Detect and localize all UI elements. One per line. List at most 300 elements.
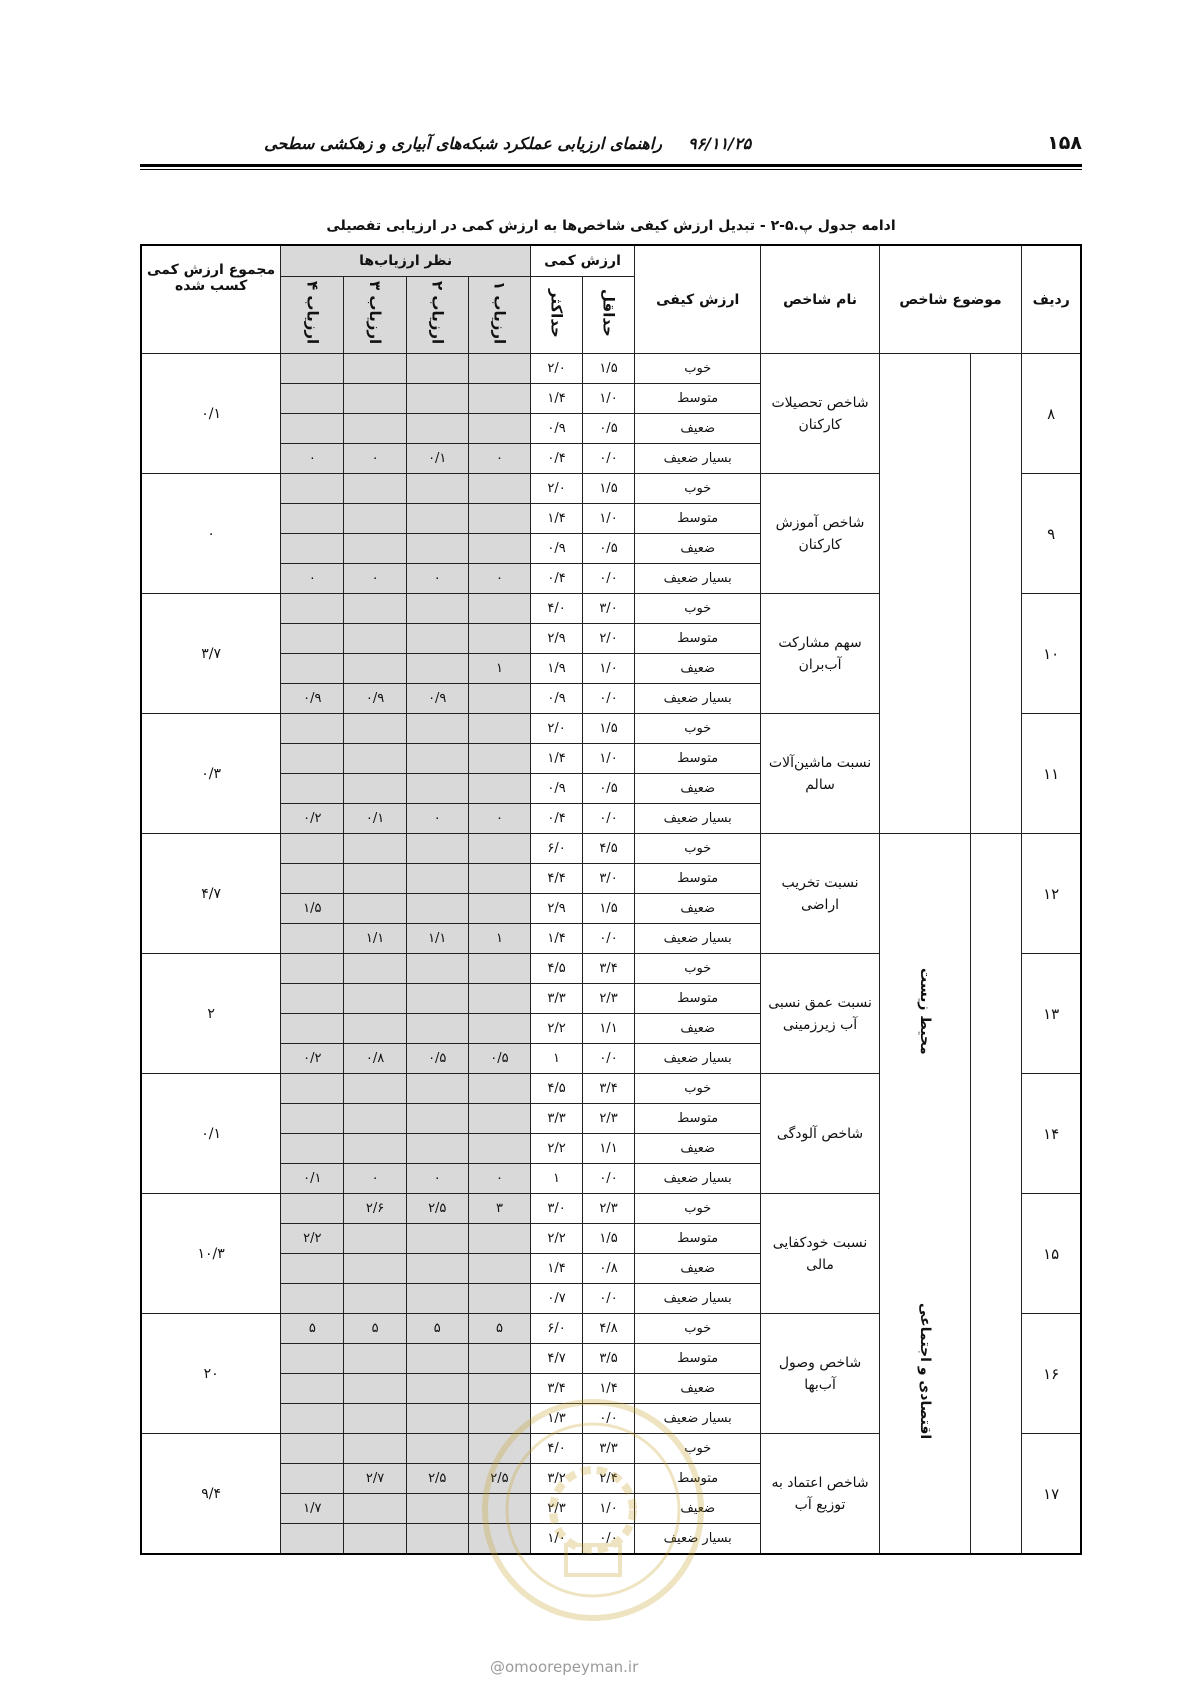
evaluator-3-cell: ۰/۸ <box>344 1044 406 1074</box>
evaluator-1-cell <box>468 1254 530 1284</box>
table-body <box>141 354 1081 1555</box>
evaluator-1-cell <box>468 864 530 894</box>
max-value-cell: ۳/۰ <box>531 1194 583 1224</box>
evaluator-2-cell <box>406 1014 468 1044</box>
quality-label-cell: متوسط <box>635 864 761 894</box>
quality-label-cell: ضعیف <box>635 894 761 924</box>
evaluator-1-cell <box>468 1134 530 1164</box>
quality-label-cell: بسیار ضعیف <box>635 444 761 474</box>
evaluator-4-cell <box>281 414 344 444</box>
min-value-cell: ۳/۰ <box>583 864 635 894</box>
evaluator-1-cell <box>468 1014 530 1044</box>
max-value-cell: ۴/۵ <box>531 954 583 984</box>
running-title: راهنمای ارزیابی عملکرد شبکه‌های آبیاری و زهکشی سطحی <box>264 134 662 153</box>
evaluator-2-cell: ۱/۱ <box>406 924 468 954</box>
quality-label-cell: خوب <box>635 354 761 384</box>
evaluator-1-cell: ۰/۵ <box>468 1044 530 1074</box>
total-value-cell: ۰ <box>141 474 281 594</box>
min-value-cell: ۰/۵ <box>583 414 635 444</box>
evaluator-3-cell: ۵ <box>344 1314 406 1344</box>
evaluator-3-cell <box>344 1284 406 1314</box>
max-value-cell: ۴/۷ <box>531 1344 583 1374</box>
min-value-cell: ۳/۳ <box>583 1434 635 1464</box>
evaluator-1-cell <box>468 594 530 624</box>
row-id-cell: ۱۳ <box>1022 954 1081 1074</box>
evaluator-1-cell: ۵ <box>468 1314 530 1344</box>
evaluator-3-cell <box>344 954 406 984</box>
min-value-cell: ۰/۰ <box>583 924 635 954</box>
min-value-cell: ۲/۳ <box>583 1194 635 1224</box>
max-value-cell: ۳/۳ <box>531 984 583 1014</box>
min-value-cell: ۱/۰ <box>583 654 635 684</box>
min-value-cell: ۱/۵ <box>583 354 635 384</box>
evaluator-3-cell: ۰ <box>344 564 406 594</box>
quality-label-cell: ضعیف <box>635 414 761 444</box>
total-value-cell: ۹/۴ <box>141 1434 281 1555</box>
quality-label-cell: بسیار ضعیف <box>635 1284 761 1314</box>
evaluator-4-cell <box>281 354 344 384</box>
max-value-cell: ۰/۹ <box>531 684 583 714</box>
max-value-cell: ۲/۰ <box>531 354 583 384</box>
evaluator-1-cell: ۰ <box>468 1164 530 1194</box>
evaluator-2-cell <box>406 534 468 564</box>
evaluator-4-cell: ۰/۹ <box>281 684 344 714</box>
evaluator-3-cell <box>344 354 406 384</box>
evaluator-4-cell: ۱/۷ <box>281 1494 344 1524</box>
evaluator-4-cell <box>281 534 344 564</box>
evaluator-1-cell <box>468 384 530 414</box>
min-value-cell: ۱/۱ <box>583 1134 635 1164</box>
evaluator-1-cell <box>468 1104 530 1134</box>
total-value-cell: ۴/۷ <box>141 834 281 954</box>
evaluator-4-cell <box>281 1134 344 1164</box>
quality-label-cell: خوب <box>635 1074 761 1104</box>
conversion-table <box>140 244 1082 1555</box>
min-value-cell: ۰/۰ <box>583 1044 635 1074</box>
indicator-name-cell: شاخص آموزش کارکنان <box>761 474 879 594</box>
max-value-cell: ۰/۹ <box>531 774 583 804</box>
total-value-cell: ۰/۳ <box>141 714 281 834</box>
min-value-cell: ۰/۵ <box>583 774 635 804</box>
min-value-cell: ۰/۸ <box>583 1254 635 1284</box>
evaluator-3-cell: ۰ <box>344 444 406 474</box>
evaluator-3-cell: ۲/۷ <box>344 1464 406 1494</box>
min-value-cell: ۳/۴ <box>583 1074 635 1104</box>
evaluator-3-cell <box>344 1374 406 1404</box>
evaluator-1-cell <box>468 834 530 864</box>
evaluator-3-cell: ۰ <box>344 1164 406 1194</box>
max-value-cell: ۱ <box>531 1044 583 1074</box>
header-evaluators: نظر ارزیاب‌ها <box>281 245 531 277</box>
max-value-cell: ۱/۴ <box>531 504 583 534</box>
max-value-cell: ۰/۴ <box>531 444 583 474</box>
evaluator-4-cell <box>281 654 344 684</box>
header-min: حداقل <box>599 289 618 337</box>
evaluator-2-cell <box>406 594 468 624</box>
header-indicator-name: نام شاخص <box>761 245 879 354</box>
watermark-text: @omoorepeyman.ir <box>490 1658 639 1676</box>
row-id-cell: ۱۵ <box>1022 1194 1081 1314</box>
quality-label-cell: متوسط <box>635 1104 761 1134</box>
evaluator-1-cell <box>468 1074 530 1104</box>
max-value-cell: ۰/۹ <box>531 414 583 444</box>
header-ev1-cell <box>468 277 530 354</box>
evaluator-3-cell <box>344 624 406 654</box>
evaluator-2-cell <box>406 474 468 504</box>
quality-label-cell: ضعیف <box>635 1254 761 1284</box>
max-value-cell: ۶/۰ <box>531 1314 583 1344</box>
evaluator-4-cell <box>281 954 344 984</box>
evaluator-3-cell <box>344 504 406 534</box>
row-id-cell: ۹ <box>1022 474 1081 594</box>
evaluator-2-cell: ۰/۵ <box>406 1044 468 1074</box>
max-value-cell: ۱/۴ <box>531 384 583 414</box>
quality-label-cell: بسیار ضعیف <box>635 564 761 594</box>
header-rule-thin <box>140 169 1082 170</box>
evaluator-2-cell: ۵ <box>406 1314 468 1344</box>
row-id-cell: ۸ <box>1022 354 1081 474</box>
quality-label-cell: ضعیف <box>635 1014 761 1044</box>
header-min-cell <box>583 277 635 354</box>
header-total: مجموع ارزش کمی کسب شده <box>141 245 281 354</box>
evaluator-1-cell <box>468 1284 530 1314</box>
evaluator-4-cell <box>281 744 344 774</box>
indicator-name-cell: شاخص وصول آب‌بها <box>761 1314 879 1434</box>
quality-label-cell: ضعیف <box>635 1374 761 1404</box>
evaluator-2-cell <box>406 1374 468 1404</box>
min-value-cell: ۲/۳ <box>583 1104 635 1134</box>
max-value-cell: ۱ <box>531 1164 583 1194</box>
evaluator-2-cell <box>406 714 468 744</box>
evaluator-3-cell <box>344 1134 406 1164</box>
row-id-cell: ۱۲ <box>1022 834 1081 954</box>
evaluator-3-cell <box>344 1434 406 1464</box>
evaluator-2-cell <box>406 654 468 684</box>
table-row <box>141 354 1081 384</box>
min-value-cell: ۰/۰ <box>583 1524 635 1555</box>
header-max: حداکثر <box>547 288 566 338</box>
quality-label-cell: خوب <box>635 1314 761 1344</box>
min-value-cell: ۰/۵ <box>583 534 635 564</box>
quality-label-cell: ضعیف <box>635 654 761 684</box>
evaluator-1-cell: ۲/۵ <box>468 1464 530 1494</box>
evaluator-1-cell <box>468 714 530 744</box>
evaluator-1-cell: ۳ <box>468 1194 530 1224</box>
quality-label-cell: خوب <box>635 474 761 504</box>
evaluator-3-cell <box>344 1014 406 1044</box>
total-value-cell: ۲۰ <box>141 1314 281 1434</box>
row-id-cell: ۱۷ <box>1022 1434 1081 1555</box>
evaluator-4-cell <box>281 774 344 804</box>
max-value-cell: ۱/۴ <box>531 744 583 774</box>
evaluator-3-cell <box>344 714 406 744</box>
evaluator-1-cell: ۰ <box>468 564 530 594</box>
evaluator-3-cell <box>344 864 406 894</box>
evaluator-4-cell: ۰/۲ <box>281 1044 344 1074</box>
max-value-cell: ۴/۰ <box>531 594 583 624</box>
evaluator-3-cell <box>344 894 406 924</box>
total-value-cell: ۰/۱ <box>141 354 281 474</box>
evaluator-4-cell <box>281 834 344 864</box>
evaluator-4-cell <box>281 714 344 744</box>
quality-label-cell: متوسط <box>635 1464 761 1494</box>
evaluator-2-cell: ۲/۵ <box>406 1194 468 1224</box>
quality-label-cell: خوب <box>635 594 761 624</box>
evaluator-2-cell: ۰/۱ <box>406 444 468 474</box>
evaluator-4-cell <box>281 1074 344 1104</box>
evaluator-3-cell <box>344 744 406 774</box>
max-value-cell: ۱/۹ <box>531 654 583 684</box>
evaluator-3-cell <box>344 534 406 564</box>
evaluator-1-cell <box>468 954 530 984</box>
subject-cell-upper-b <box>879 354 971 834</box>
max-value-cell: ۰/۴ <box>531 564 583 594</box>
quality-label-cell: ضعیف <box>635 534 761 564</box>
min-value-cell: ۱/۵ <box>583 714 635 744</box>
evaluator-4-cell: ۵ <box>281 1314 344 1344</box>
quality-label-cell: بسیار ضعیف <box>635 924 761 954</box>
evaluator-1-cell <box>468 774 530 804</box>
page-header <box>140 128 1082 172</box>
evaluator-2-cell <box>406 1344 468 1374</box>
min-value-cell: ۱/۰ <box>583 1494 635 1524</box>
evaluator-2-cell: ۰ <box>406 804 468 834</box>
evaluator-1-cell: ۰ <box>468 444 530 474</box>
evaluator-4-cell <box>281 1014 344 1044</box>
max-value-cell: ۳/۴ <box>531 1374 583 1404</box>
evaluator-4-cell <box>281 1344 344 1374</box>
evaluator-1-cell <box>468 984 530 1014</box>
evaluator-2-cell <box>406 894 468 924</box>
evaluator-3-cell <box>344 594 406 624</box>
evaluator-1-cell: ۰ <box>468 804 530 834</box>
header-ev4-cell <box>281 277 344 354</box>
min-value-cell: ۱/۰ <box>583 384 635 414</box>
evaluator-4-cell <box>281 984 344 1014</box>
min-value-cell: ۱/۰ <box>583 744 635 774</box>
row-id-cell: ۱۱ <box>1022 714 1081 834</box>
max-value-cell: ۴/۴ <box>531 864 583 894</box>
evaluator-2-cell <box>406 1524 468 1555</box>
max-value-cell: ۳/۲ <box>531 1464 583 1494</box>
indicator-name-cell: نسبت خودکفایی مالی <box>761 1194 879 1314</box>
min-value-cell: ۴/۸ <box>583 1314 635 1344</box>
header-ev2-cell <box>406 277 468 354</box>
evaluator-4-cell <box>281 1104 344 1134</box>
evaluator-1-cell <box>468 414 530 444</box>
evaluator-4-cell <box>281 1524 344 1555</box>
row-id-cell: ۱۴ <box>1022 1074 1081 1194</box>
min-value-cell: ۱/۰ <box>583 504 635 534</box>
evaluator-4-cell <box>281 1464 344 1494</box>
min-value-cell: ۱/۴ <box>583 1374 635 1404</box>
evaluator-1-cell <box>468 354 530 384</box>
quality-label-cell: بسیار ضعیف <box>635 804 761 834</box>
evaluator-2-cell <box>406 774 468 804</box>
evaluator-3-cell <box>344 1524 406 1555</box>
evaluator-1-cell <box>468 504 530 534</box>
header-evaluator-1: ارزیاب ۱ <box>490 281 509 345</box>
quality-label-cell: خوب <box>635 1194 761 1224</box>
evaluator-4-cell <box>281 1434 344 1464</box>
evaluator-2-cell <box>406 1434 468 1464</box>
evaluator-1-cell <box>468 1344 530 1374</box>
evaluator-2-cell <box>406 414 468 444</box>
evaluator-4-cell <box>281 864 344 894</box>
header-evaluator-2: ارزیاب ۲ <box>428 281 447 345</box>
max-value-cell: ۲/۹ <box>531 624 583 654</box>
evaluator-4-cell <box>281 1194 344 1224</box>
max-value-cell: ۰/۷ <box>531 1284 583 1314</box>
evaluator-3-cell <box>344 774 406 804</box>
evaluator-3-cell <box>344 834 406 864</box>
evaluator-3-cell <box>344 1344 406 1374</box>
min-value-cell: ۰/۰ <box>583 684 635 714</box>
evaluator-4-cell: ۰ <box>281 564 344 594</box>
evaluator-3-cell <box>344 474 406 504</box>
evaluator-4-cell <box>281 594 344 624</box>
max-value-cell: ۲/۰ <box>531 714 583 744</box>
subject-cell-lower-a <box>971 834 1022 1555</box>
indicator-name-cell: شاخص تحصیلات کارکنان <box>761 354 879 474</box>
row-id-cell: ۱۶ <box>1022 1314 1081 1434</box>
evaluator-3-cell: ۰/۱ <box>344 804 406 834</box>
max-value-cell: ۲/۲ <box>531 1014 583 1044</box>
quality-label-cell: متوسط <box>635 504 761 534</box>
evaluator-2-cell <box>406 1284 468 1314</box>
evaluator-3-cell <box>344 1224 406 1254</box>
evaluator-3-cell: ۰/۹ <box>344 684 406 714</box>
min-value-cell: ۱/۱ <box>583 1014 635 1044</box>
subject-cell-upper-a <box>971 354 1022 834</box>
header-row-id: ردیف <box>1022 245 1081 354</box>
min-value-cell: ۳/۵ <box>583 1344 635 1374</box>
evaluator-3-cell <box>344 1104 406 1134</box>
subject-cell-environment <box>879 834 971 1194</box>
evaluator-1-cell <box>468 744 530 774</box>
evaluator-4-cell <box>281 1254 344 1284</box>
min-value-cell: ۰/۰ <box>583 804 635 834</box>
evaluator-2-cell <box>406 1134 468 1164</box>
max-value-cell: ۲/۲ <box>531 1224 583 1254</box>
max-value-cell: ۴/۰ <box>531 1434 583 1464</box>
quality-label-cell: ضعیف <box>635 1494 761 1524</box>
evaluator-4-cell: ۰/۲ <box>281 804 344 834</box>
quality-label-cell: متوسط <box>635 1344 761 1374</box>
evaluator-4-cell <box>281 1284 344 1314</box>
row-id-cell: ۱۰ <box>1022 594 1081 714</box>
evaluator-4-cell <box>281 624 344 654</box>
evaluator-4-cell <box>281 504 344 534</box>
max-value-cell: ۲/۹ <box>531 894 583 924</box>
quality-label-cell: بسیار ضعیف <box>635 1524 761 1555</box>
quality-label-cell: متوسط <box>635 744 761 774</box>
min-value-cell: ۲/۴ <box>583 1464 635 1494</box>
evaluator-2-cell <box>406 954 468 984</box>
quality-label-cell: خوب <box>635 1434 761 1464</box>
evaluator-2-cell: ۰/۹ <box>406 684 468 714</box>
evaluator-2-cell <box>406 1224 468 1254</box>
max-value-cell: ۳/۳ <box>531 1104 583 1134</box>
evaluator-2-cell <box>406 624 468 654</box>
evaluator-2-cell <box>406 384 468 414</box>
min-value-cell: ۱/۵ <box>583 1224 635 1254</box>
evaluator-1-cell <box>468 894 530 924</box>
header-ev3-cell <box>344 277 406 354</box>
max-value-cell: ۶/۰ <box>531 834 583 864</box>
quality-label-cell: خوب <box>635 714 761 744</box>
table-row <box>141 834 1081 864</box>
quality-label-cell: بسیار ضعیف <box>635 1404 761 1434</box>
evaluator-2-cell <box>406 864 468 894</box>
indicator-name-cell: نسبت تخریب اراضی <box>761 834 879 954</box>
evaluator-1-cell <box>468 624 530 654</box>
header-subject: موضوع شاخص <box>879 245 1022 354</box>
evaluator-2-cell <box>406 834 468 864</box>
min-value-cell: ۲/۳ <box>583 984 635 1014</box>
quality-label-cell: متوسط <box>635 384 761 414</box>
max-value-cell: ۱/۴ <box>531 924 583 954</box>
evaluator-3-cell: ۱/۱ <box>344 924 406 954</box>
min-value-cell: ۱/۵ <box>583 474 635 504</box>
min-value-cell: ۰/۰ <box>583 1164 635 1194</box>
indicator-name-cell: سهم مشارکت آب‌بران <box>761 594 879 714</box>
quality-label-cell: خوب <box>635 954 761 984</box>
evaluator-3-cell <box>344 414 406 444</box>
evaluator-4-cell: ۰ <box>281 444 344 474</box>
indicator-name-cell: شاخص آلودگی <box>761 1074 879 1194</box>
table-caption: ادامه جدول پ.۵-۲ - تبدیل ارزش کیفی شاخص‌ها به ارزش کمی در ارزیابی تفصیلی <box>326 218 896 234</box>
quality-label-cell: ضعیف <box>635 774 761 804</box>
min-value-cell: ۰/۰ <box>583 1284 635 1314</box>
evaluator-3-cell <box>344 384 406 414</box>
min-value-cell: ۳/۰ <box>583 594 635 624</box>
min-value-cell: ۴/۵ <box>583 834 635 864</box>
evaluator-2-cell: ۲/۵ <box>406 1464 468 1494</box>
evaluator-4-cell <box>281 384 344 414</box>
evaluator-1-cell: ۱ <box>468 924 530 954</box>
evaluator-2-cell <box>406 744 468 774</box>
evaluator-1-cell <box>468 474 530 504</box>
subject-socioeconomic-label: اقتصادی و اجتماعی <box>917 1303 934 1440</box>
page-number: ۱۵۸ <box>1047 132 1082 154</box>
max-value-cell: ۴/۵ <box>531 1074 583 1104</box>
evaluator-4-cell: ۰/۱ <box>281 1164 344 1194</box>
indicator-name-cell: نسبت عمق نسبی آب زیرزمینی <box>761 954 879 1074</box>
evaluator-3-cell: ۲/۶ <box>344 1194 406 1224</box>
evaluator-3-cell <box>344 1494 406 1524</box>
quality-label-cell: بسیار ضعیف <box>635 1164 761 1194</box>
evaluator-2-cell <box>406 354 468 384</box>
evaluator-4-cell: ۲/۲ <box>281 1224 344 1254</box>
evaluator-3-cell <box>344 984 406 1014</box>
evaluator-1-cell <box>468 1224 530 1254</box>
total-value-cell: ۳/۷ <box>141 594 281 714</box>
header-quantitative: ارزش کمی <box>531 245 635 277</box>
quality-label-cell: ضعیف <box>635 1134 761 1164</box>
evaluator-2-cell <box>406 1254 468 1284</box>
evaluator-1-cell <box>468 684 530 714</box>
header-evaluator-3: ارزیاب ۳ <box>366 281 385 345</box>
evaluator-4-cell <box>281 924 344 954</box>
indicator-name-cell: نسبت ماشین‌آلات سالم <box>761 714 879 834</box>
quality-label-cell: متوسط <box>635 624 761 654</box>
evaluator-2-cell <box>406 1404 468 1434</box>
evaluator-3-cell <box>344 654 406 684</box>
evaluator-2-cell <box>406 1074 468 1104</box>
subject-cell-socioeconomic <box>879 1194 971 1555</box>
evaluator-4-cell <box>281 1404 344 1434</box>
